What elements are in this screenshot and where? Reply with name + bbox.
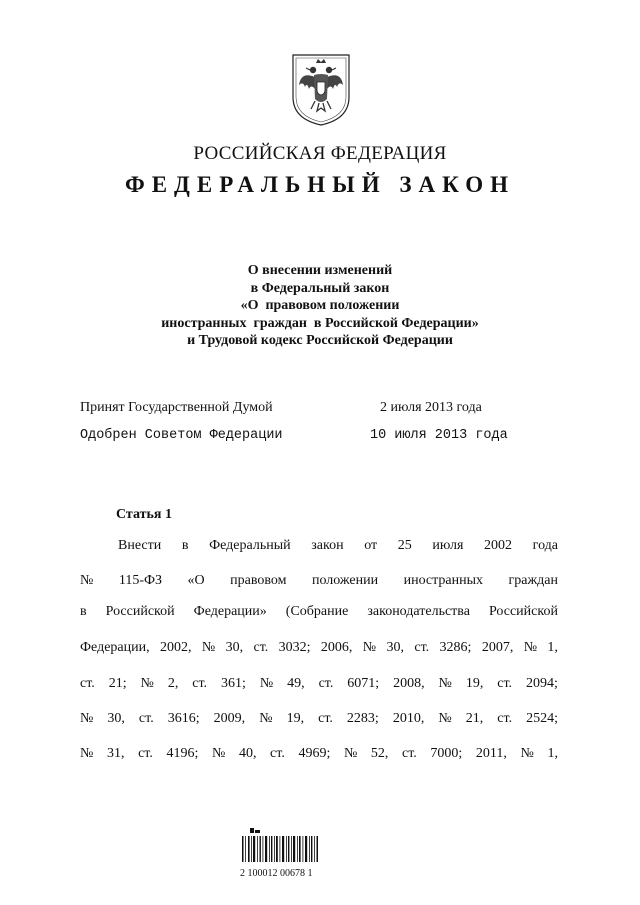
title-line: иностранных граждан в Российской Федерации»	[161, 315, 479, 331]
article-word: 2283;	[346, 711, 379, 726]
article-word: закон	[311, 538, 344, 553]
article-word: в	[80, 604, 87, 619]
article-word: 4196;	[166, 746, 199, 761]
article-word: ст.	[497, 711, 513, 726]
article-word: №	[362, 640, 377, 655]
article-word: 19,	[286, 711, 305, 726]
article-word: ст.	[192, 676, 208, 691]
country-heading: РОССИЙСКАЯ ФЕДЕРАЦИЯ	[193, 143, 447, 164]
article-text-line	[80, 711, 558, 727]
article-word: 30,	[107, 711, 125, 726]
article-word: 2009,	[213, 711, 246, 726]
article-word: законодательства	[367, 604, 470, 619]
council-approval-label: Одобрен Советом Федерации	[80, 428, 283, 443]
barcode-icon	[240, 826, 320, 870]
article-text-line	[80, 604, 558, 620]
article-word: 1,	[547, 640, 558, 655]
article-word: 2010,	[392, 711, 425, 726]
article-word: 2002,	[160, 640, 192, 655]
article-text-line	[118, 538, 558, 554]
article-word: 2008,	[393, 676, 425, 691]
article-word: №	[259, 676, 274, 691]
article-word: 361;	[221, 676, 246, 691]
article-word: Российской	[488, 604, 558, 619]
article-word: Федеральный	[209, 538, 291, 553]
article-word: 2007,	[481, 640, 514, 655]
article-word: (Собрание	[285, 604, 349, 619]
article-word: 2524;	[526, 711, 558, 726]
article-word: 2,	[167, 676, 179, 691]
article-word: №	[520, 746, 534, 761]
article-word: от	[364, 538, 378, 553]
article-word: ст.	[318, 711, 333, 726]
article-heading: Статья 1	[116, 507, 172, 522]
article-word: №	[259, 711, 273, 726]
article-text-line	[80, 746, 558, 762]
article-word: 4969;	[298, 746, 331, 761]
article-word: года	[532, 538, 558, 553]
article-word: №	[523, 640, 538, 655]
article-word: 25	[397, 538, 412, 553]
article-word: правовом	[230, 573, 287, 588]
article-word: 3616;	[167, 711, 200, 726]
article-word: 40,	[238, 746, 257, 761]
article-word: 21,	[465, 711, 484, 726]
article-word: 115-ФЗ	[118, 573, 163, 588]
law-title	[0, 262, 640, 350]
article-word: 2094;	[526, 676, 558, 691]
article-word: №	[438, 711, 452, 726]
article-word: №	[140, 676, 154, 691]
article-word: 19,	[465, 676, 484, 691]
article-text-line	[80, 640, 558, 656]
duma-adoption-date: 2 июля 2013 года	[380, 400, 482, 415]
article-word: №	[438, 676, 452, 691]
article-word: ст.	[270, 746, 285, 761]
article-word: 3286;	[439, 640, 472, 655]
title-line: «О правовом положении	[240, 298, 400, 313]
article-word: ст.	[414, 640, 430, 655]
article-text-line	[80, 676, 558, 692]
article-word: №	[343, 746, 358, 761]
article-word: положении	[311, 573, 379, 588]
article-word: 6071;	[347, 676, 380, 691]
article-word: 52,	[370, 746, 389, 761]
article-word: граждан	[508, 573, 558, 588]
article-word: 31,	[106, 746, 125, 761]
article-word: ст.	[80, 676, 95, 691]
article-word: 30,	[386, 640, 405, 655]
article-word: Федерации,	[80, 640, 150, 655]
article-word: ст.	[253, 640, 269, 655]
article-word: июля	[432, 538, 464, 553]
article-word: ст.	[402, 746, 417, 761]
article-word: 2002	[484, 538, 513, 553]
barcode-number: 2 100012 00678 1	[240, 868, 313, 879]
article-word: №	[80, 573, 94, 588]
article-word: Федерации»	[193, 604, 267, 619]
article-word: Внести	[118, 538, 162, 553]
article-word: №	[80, 711, 94, 726]
article-word: «О	[187, 573, 205, 588]
article-word: 30,	[225, 640, 244, 655]
article-word: 7000;	[430, 746, 463, 761]
article-word: Российской	[105, 604, 175, 619]
title-line: в Федеральный закон	[250, 280, 390, 296]
article-word: 3032;	[278, 640, 311, 655]
article-word: ст.	[138, 746, 153, 761]
article-word: иностранных	[403, 573, 484, 588]
article-word: 2011,	[475, 746, 507, 761]
coat-of-arms-icon	[289, 51, 353, 127]
article-word: 1,	[547, 746, 558, 761]
article-word: в	[181, 538, 189, 553]
article-word: ст.	[497, 676, 513, 691]
title-line: и Трудовой кодекс Российской Федерации	[187, 333, 453, 348]
article-word: №	[80, 746, 94, 761]
article-word: ст.	[318, 676, 334, 691]
title-line: О внесении изменений	[247, 263, 393, 278]
article-word: №	[211, 746, 226, 761]
article-text-line	[80, 573, 558, 589]
council-approval-date: 10 июля 2013 года	[370, 428, 508, 443]
article-word: №	[201, 640, 216, 655]
article-word: 2006,	[320, 640, 353, 655]
law-type-heading: ФЕДЕРАЛЬНЫЙ ЗАКОН	[124, 172, 516, 197]
duma-adoption-label: Принят Государственной Думой	[80, 400, 273, 415]
article-word: 21;	[108, 676, 127, 691]
article-word: 49,	[287, 676, 305, 691]
article-word: ст.	[138, 711, 154, 726]
